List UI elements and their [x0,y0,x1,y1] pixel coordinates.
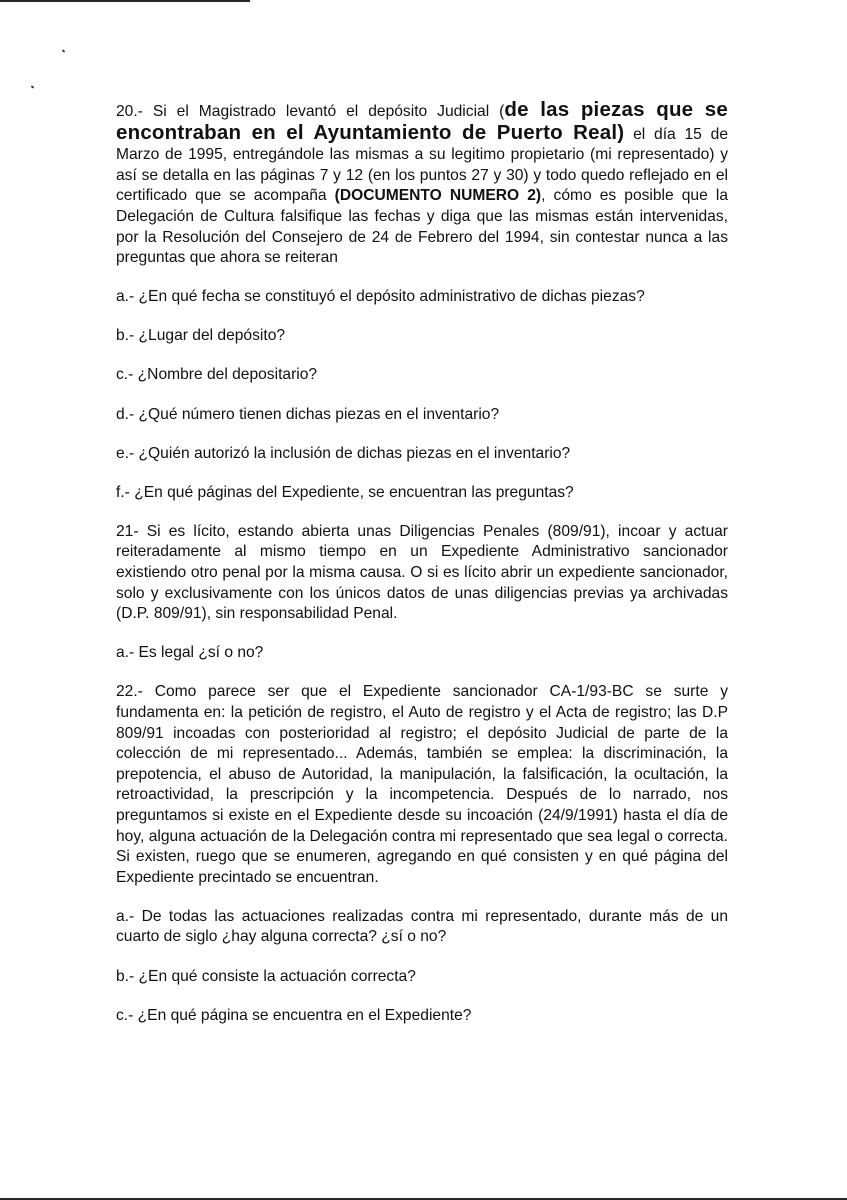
question-20d: d.- ¿Qué número tienen dichas piezas en el inventario? [116,405,500,423]
question-21a: a.- Es legal ¿sí o no? [116,644,264,662]
question-20b: b.- ¿Lugar del depósito? [116,327,286,345]
question-20e: e.- ¿Quién autorizó la inclusión de dichas piezas en el inventario? [116,444,571,462]
section-20-middle: de Marzo de 1995, entregándole las mismas a su legitimo propietario (mi representado) y así se detalla en las páginas 7 y 12 (en los puntos 27 y 30) y todo quedo reflejado en el certificado que se acompaña [116,125,728,205]
section-20-tail: , cómo es posible que la Delegación de Cultura falsifique las fechas y diga que las mismas están intervenidas, por la Resolución del Consejero de 24 de Febrero del 1994, sin contestar nunca a las preguntas que ahora se reiteran [116,187,728,267]
section-22-paragraph: 22.- Como parece ser que el Expediente sancionador CA-1/93-BC se surte y fundamenta en: la petición de registro, el Auto de registro y el Acta de registro; las D.P 809/91 incoadas con posterioridad al registro; el depósito Judicial de parte de la colección de mi representado... Además, también se emplea: la discriminación, la prepotencia, el abuso de Autoridad, la manipulación, la falsificación, la ocultación, la retroactividad, la prescripción y la incompetencia. Después de lo narrado, nos preguntamos si existe en el Expediente desde su incoación (24/9/1991) hasta el día de hoy, alguna actuación de la Delegación contra mi representado que sea legal o correcta. Si existen, ruego que se enumeren, agregando en qué consisten y en qué página del Expediente precintado se encuentran. [116,683,728,886]
section-20-lead: 20.- Si el Magistrado levantó el depósito Judicial ( [116,103,505,120]
section-20-date-day: 15 [684,125,702,143]
section-20-highlight: de las piezas que se encontraban en el Ayuntamiento de Puerto Real) [116,98,729,144]
section-20-paragraph [116,100,728,269]
question-20c: c.- ¿Nombre del depositario? [116,366,318,384]
document-reference: (DOCUMENTO NUMERO 2) [334,187,542,205]
scan-speck [31,85,35,88]
question-20a: a.- ¿En qué fecha se constituyó el depósito administrativo de dichas piezas? [116,288,645,306]
section-20-date-prefix: el día [624,125,685,143]
document-body [116,100,728,1026]
question-22a: a.- De todas las actuaciones realizadas contra mi representado, durante más de un cuarto de siglo ¿hay alguna correcta? ¿sí o no? [116,907,728,946]
scan-speck [62,49,66,52]
section-21-paragraph: 21- Si es lícito, estando abierta unas Diligencias Penales (809/91), incoar y actuar reiteradamente al mismo tiempo en un Expediente Administrativo sancionador existiendo otro penal por la misma causa. O si es lícito abrir un expediente sancionador, solo y exclusivamente con los únicos datos de unas diligencias previas ya archivadas (D.P. 809/91), sin responsabilidad Penal. [116,522,728,623]
scan-edge-top [0,0,250,2]
question-22c: c.- ¿En qué página se encuentra en el Expediente? [116,1006,472,1024]
question-22b: b.- ¿En qué consiste la actuación correcta? [116,967,416,985]
question-20f: f.- ¿En qué páginas del Expediente, se encuentran las preguntas? [116,483,574,501]
